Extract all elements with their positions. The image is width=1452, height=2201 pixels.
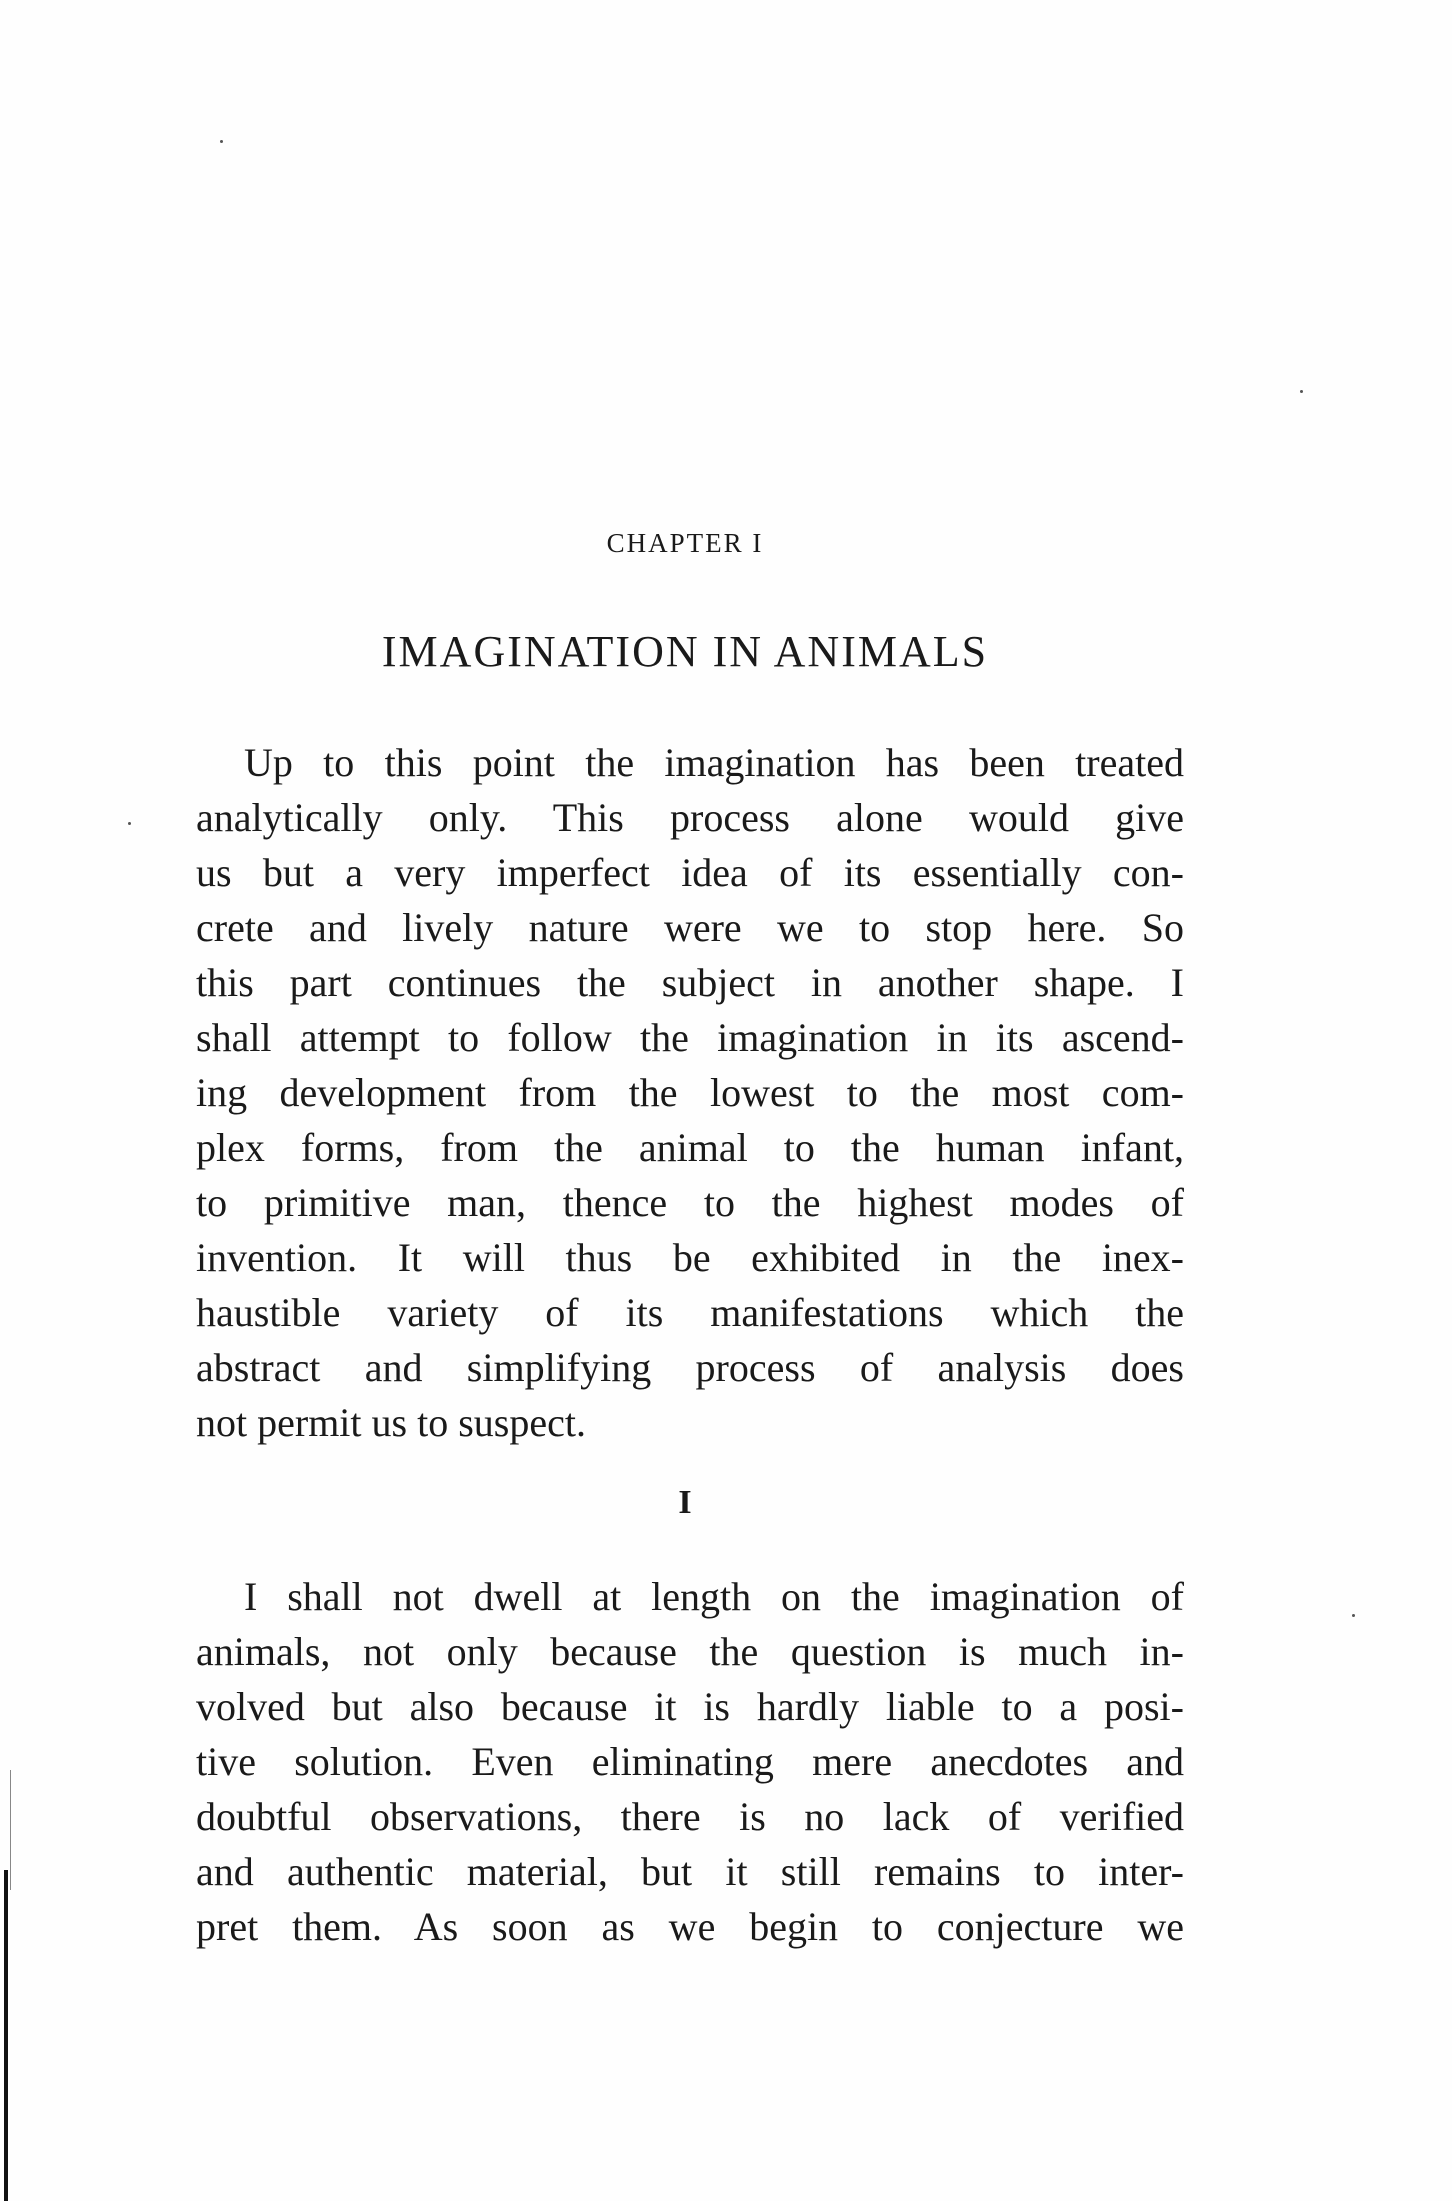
text-line: not permit us to suspect. (196, 1400, 586, 1445)
paragraph-2 (196, 1569, 1184, 1954)
text-line: tive solution. Even eliminating mere anecdotes and (196, 1739, 1184, 1784)
paragraph-1 (196, 735, 1184, 1450)
binding-shadow-thin (10, 1770, 11, 1890)
text-line: abstract and simplifying process of analysis does (196, 1345, 1184, 1390)
text-line: pret them. As soon as we begin to conjecture we (196, 1904, 1184, 1949)
text-line: shall attempt to follow the imagination in its ascend- (196, 1015, 1184, 1060)
scan-speck (220, 140, 223, 143)
text-line: analytically only. This process alone would give (196, 795, 1184, 840)
scan-speck (1352, 1614, 1355, 1617)
binding-shadow (4, 1870, 8, 2201)
section-number: I (678, 1484, 692, 1521)
text-line: ing development from the lowest to the most com- (196, 1070, 1184, 1115)
text-line: to primitive man, thence to the highest modes of (196, 1180, 1184, 1225)
text-line: crete and lively nature were we to stop here. So (196, 905, 1184, 950)
text-line: I shall not dwell at length on the imagination of (244, 1574, 1184, 1619)
text-line: haustible variety of its manifestations which the (196, 1290, 1184, 1335)
chapter-title: IMAGINATION IN ANIMALS (381, 627, 989, 676)
text-line: plex forms, from the animal to the human infant, (196, 1125, 1184, 1170)
text-line: this part continues the subject in another shape. I (196, 960, 1184, 1005)
text-line: invention. It will thus be exhibited in the inex- (196, 1235, 1184, 1280)
text-line: Up to this point the imagination has been treated (244, 740, 1184, 785)
scan-speck (128, 822, 131, 825)
text-line: and authentic material, but it still remains to inter- (196, 1849, 1184, 1894)
scan-speck (1300, 390, 1303, 393)
chapter-label: CHAPTER I (606, 528, 764, 558)
text-line: doubtful observations, there is no lack of verified (196, 1794, 1184, 1839)
text-line: us but a very imperfect idea of its essentially con- (196, 850, 1184, 895)
text-line: animals, not only because the question is much in- (196, 1629, 1184, 1674)
text-line: volved but also because it is hardly liable to a posi- (196, 1684, 1184, 1729)
